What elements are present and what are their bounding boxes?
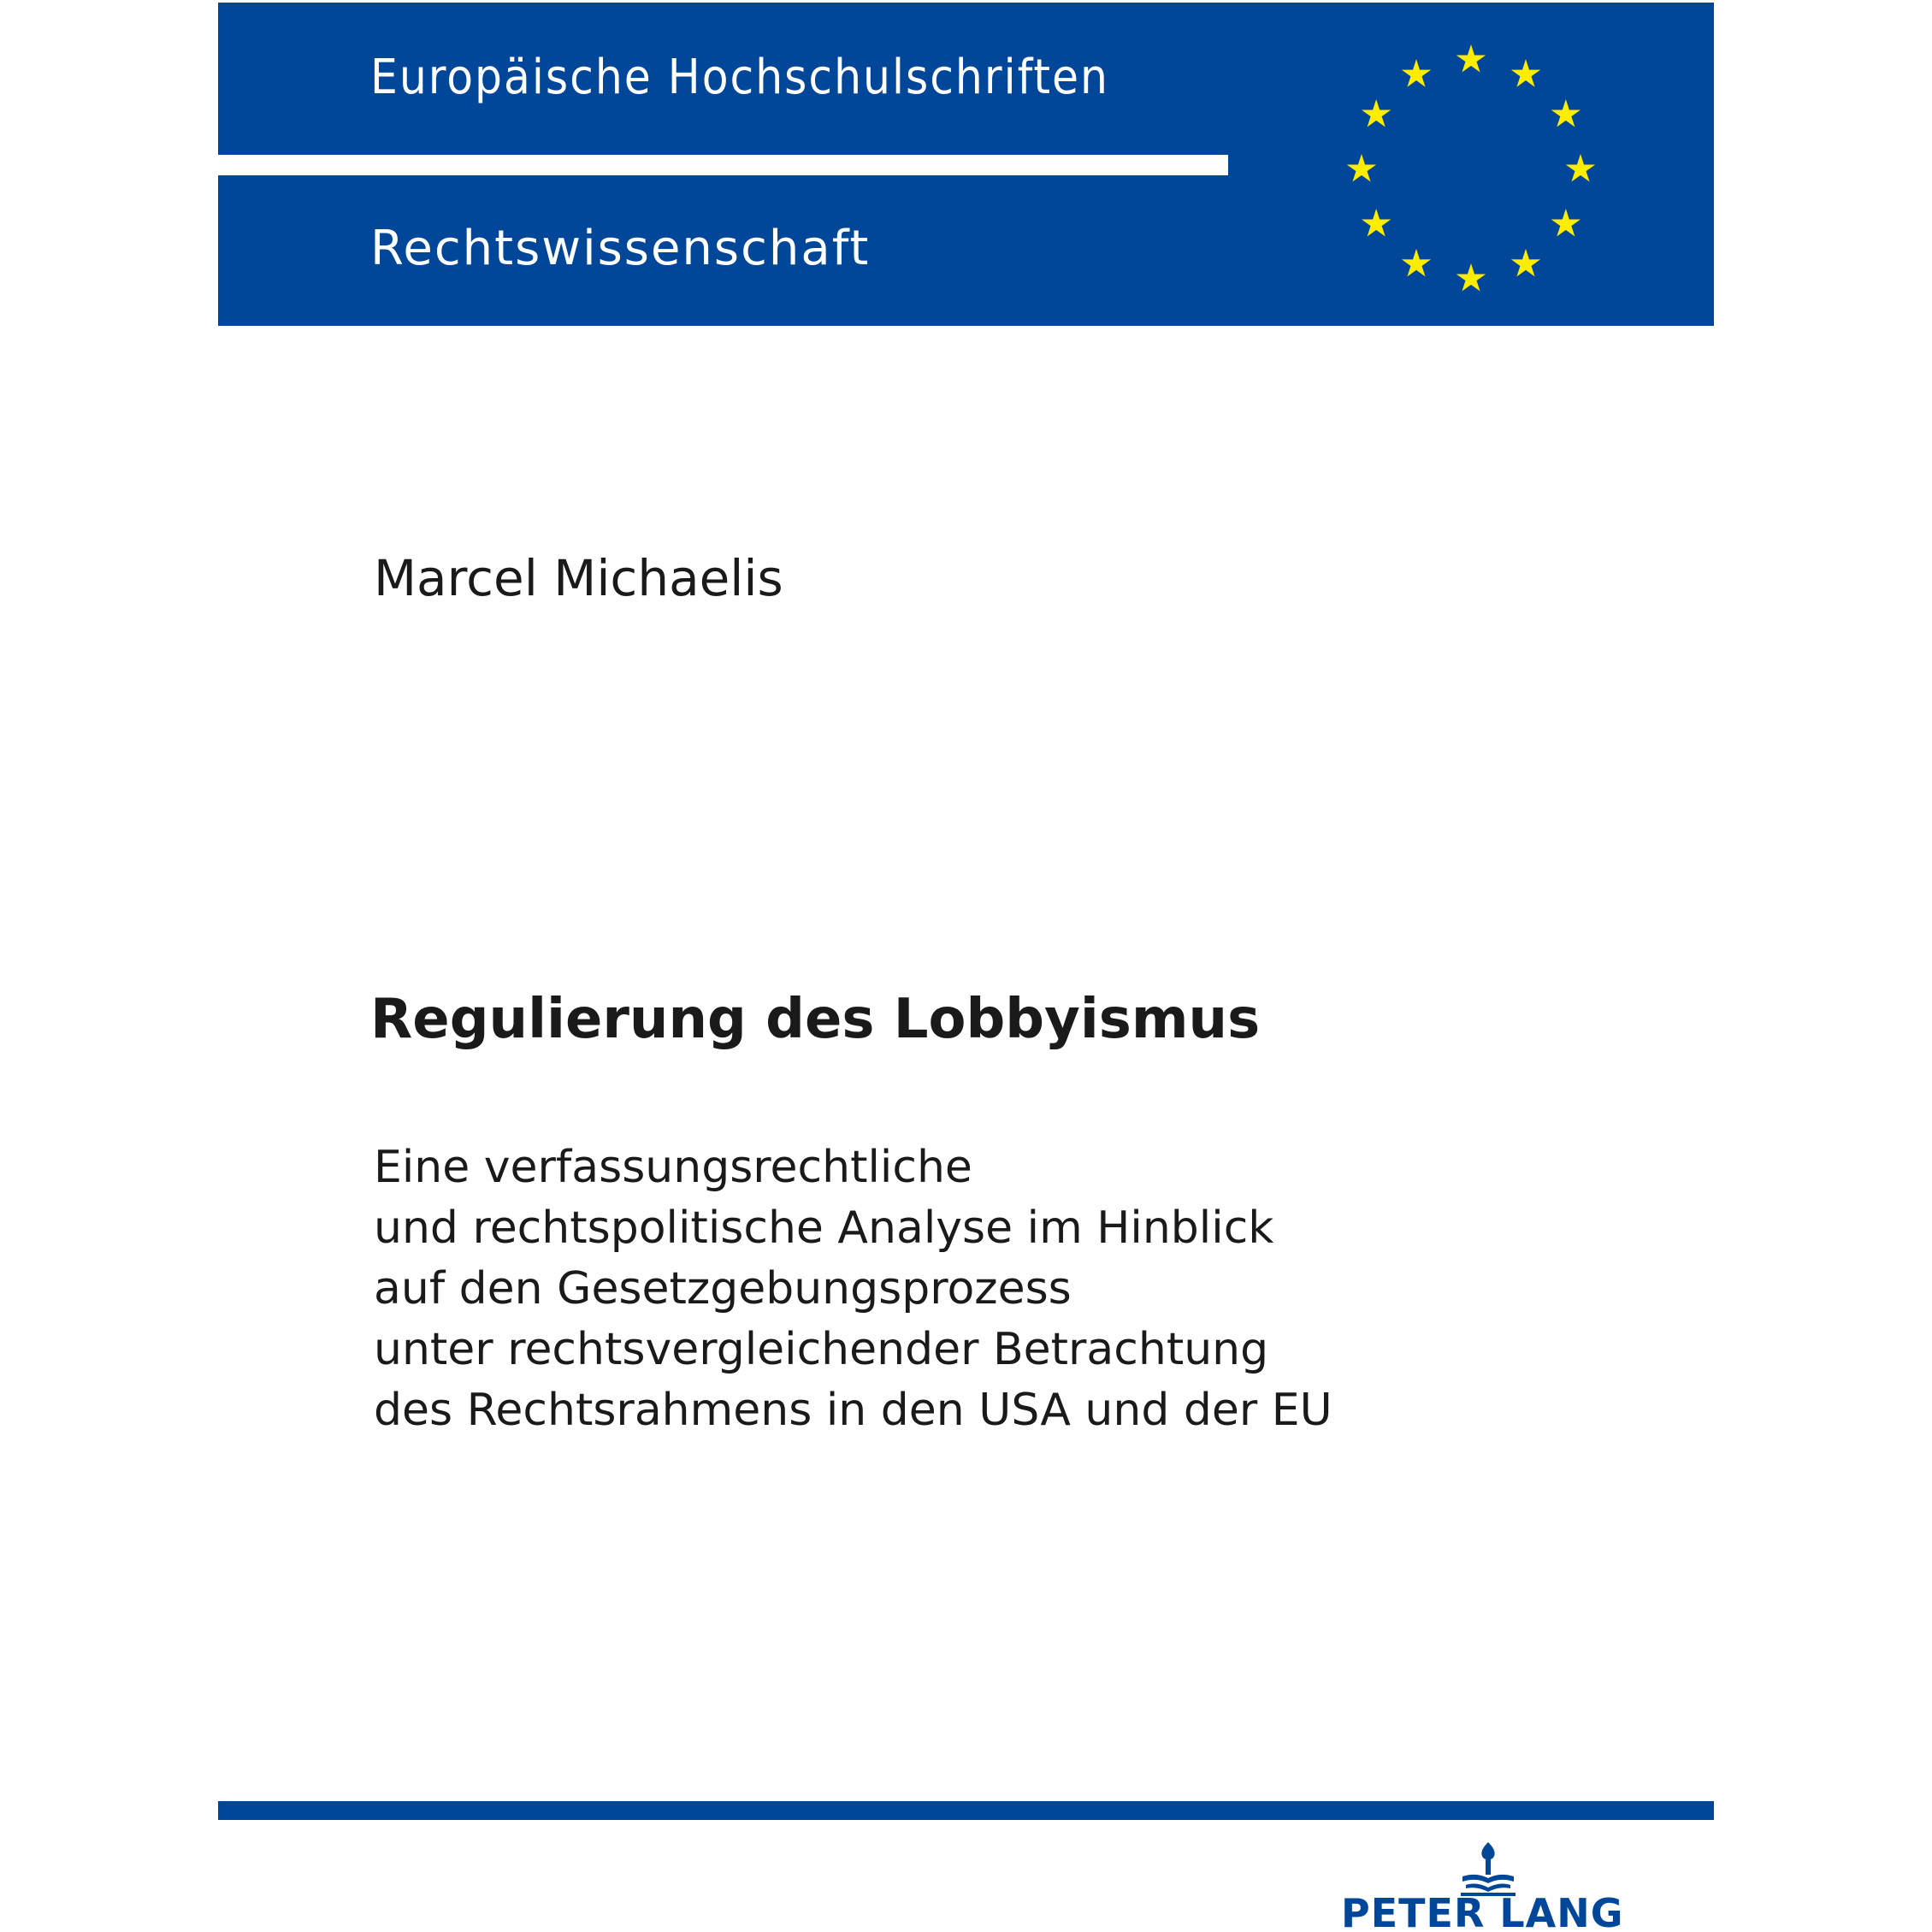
eu-stars-icon — [1334, 32, 1608, 306]
author-name: Marcel Michaelis — [374, 549, 783, 607]
subtitle-line: des Rechtsrahmens in den USA und der EU — [374, 1385, 1332, 1436]
book-title: Regulierung des Lobbyismus — [370, 988, 1261, 1051]
series-subtitle: Rechtswissenschaft — [370, 221, 871, 276]
book-subtitle — [374, 1137, 1332, 1441]
star-icon — [1511, 249, 1540, 277]
star-icon — [1402, 59, 1431, 87]
star-icon — [1362, 99, 1391, 127]
star-icon — [1402, 249, 1431, 277]
star-icon — [1566, 154, 1595, 182]
star-icon — [1511, 59, 1540, 87]
star-icon — [1551, 99, 1580, 127]
subtitle-line: auf den Gesetzgebungsprozess — [374, 1263, 1072, 1315]
star-icon — [1362, 209, 1391, 237]
star-icon — [1456, 44, 1486, 73]
series-title: Europäische Hochschulschriften — [370, 50, 1109, 105]
subtitle-line: unter rechtsvergleichender Betrachtung — [374, 1324, 1269, 1375]
subtitle-line: Eine verfassungsrechtliche — [374, 1142, 972, 1193]
bottom-rule — [218, 1801, 1714, 1820]
subtitle-line: und rechtspolitische Analyse im Hinblick — [374, 1202, 1274, 1254]
star-icon — [1347, 154, 1376, 182]
star-icon — [1551, 209, 1580, 237]
publisher-name: PETER LANG — [1341, 1890, 1624, 1932]
star-icon — [1456, 263, 1486, 292]
series-band-divider — [218, 155, 1228, 175]
